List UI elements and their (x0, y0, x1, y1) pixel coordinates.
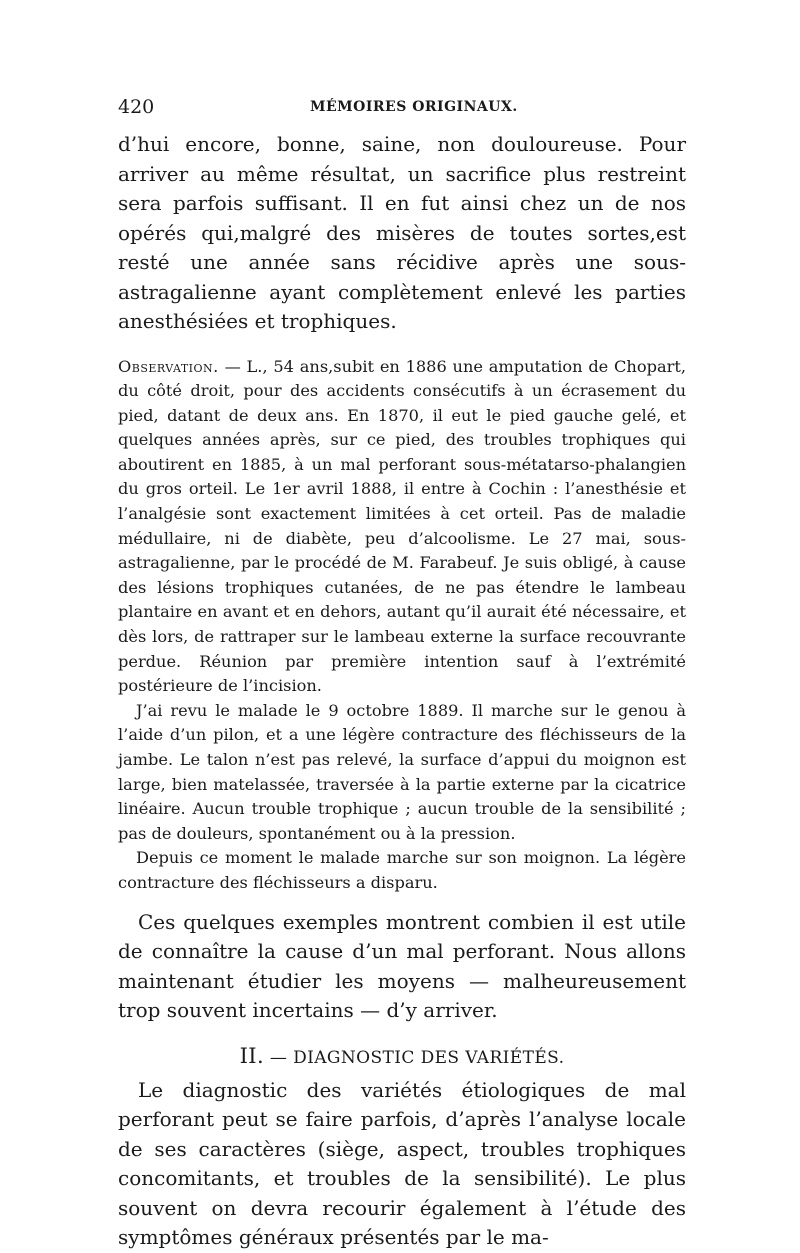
paragraph-diagnostic: Le diagnostic des variétés étiologiques de mal perforant peut se faire parfois, d’après l’analyse locale de ses caractères (siège, aspect, troubles trophiques concomitants, et troubles de la sensibilité). Le plus souvent on devra recourir également à l’étude des symptômes généraux présentés par le ma- (118, 1077, 686, 1250)
paragraph-continued: d’hui encore, bonne, saine, non douloureuse. Pour arriver au même résultat, un sacrifice plus restreint sera parfois suffisant. Il en fut ainsi chez un de nos opérés qui,malgré des misères de toutes sortes,est resté une année sans récidive après une sous-astragalienne ayant complètement enlevé les parties anesthésiées et trophiques. (118, 132, 686, 333)
paragraph-examples: Ces quelques exemples montrent combien il est utile de connaître la cause d’un mal perforant. Nous allons maintenant étudier les moyens — malheureusement trop souvent incertains — d’y arriver. (118, 909, 686, 1023)
section-number: II. (239, 1043, 265, 1068)
section-title: — DIAGNOSTIC DES VARIÉTÉS. (269, 1047, 565, 1068)
page-number: 420 (118, 96, 155, 118)
section-heading (118, 1044, 686, 1068)
observation-label: Observation. (118, 356, 219, 376)
book-page (118, 94, 686, 1253)
observation-text: — L., 54 ans,subit en 1886 une amputation de Chopart, du côté droit, pour des accidents consécutifs à un écrasement du pied, datant de deux ans. En 1870, il eut le pied gauche gelé, et quelques années après, sur ce pied, des troubles trophiques qui aboutirent en 1885, à un mal perforant sous-métatarso-phalangien du gros orteil. Le 1er avril 1888, il entre à Cochin : l’anesthésie et l’analgésie sont exactement limitées à cet orteil. Pas de maladie médullaire, ni de diabète, peu d’alcoolisme. Le 27 mai, sous-astragalienne, par le procédé de M. Farabeuf. Je suis obligé, à cause des lésions trophiques cutanées, de ne pas étendre le lambeau plantaire en avant et en dehors, autant qu’il aurait été nécessaire, et dès lors, de rattraper sur le lambeau externe la surface recouvrante perdue. Réunion par première intention sauf à l’extrémité postérieure de l’incision. (118, 356, 686, 696)
running-title: MÉMOIRES ORIGINAUX. (310, 99, 518, 115)
observation-followup: J’ai revu le malade le 9 octobre 1889. Il marche sur le genou à l’aide d’un pilon, et a une légère contracture des fléchisseurs de la jambe. Le talon n’est pas relevé, la surface d’appui du moignon est large, bien matelassée, traversée à la partie externe par la cicatrice linéaire. Aucun trouble trophique ; aucun trouble de la sensibilité ; pas de douleurs, spontanément ou à la pression. (118, 700, 686, 843)
running-head (118, 94, 686, 126)
observation-conclusion: Depuis ce moment le malade marche sur son moignon. La légère contracture des fléchisseurs a disparu. (118, 848, 686, 892)
observation-paragraph (118, 355, 686, 699)
